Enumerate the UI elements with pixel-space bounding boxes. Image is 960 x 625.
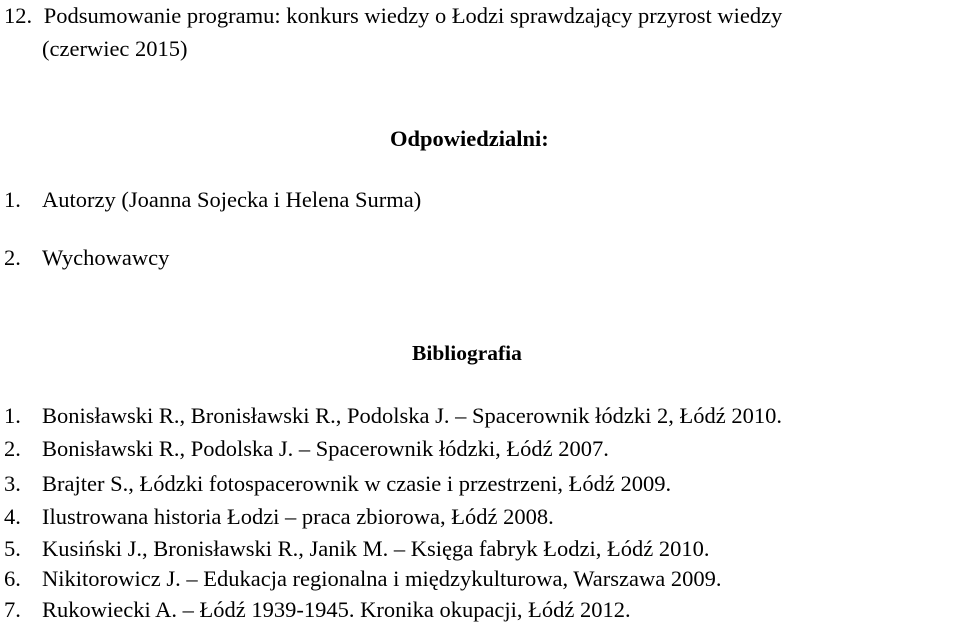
responsible-item bbox=[4, 189, 421, 212]
list-item-text: Bonisławski R., Bronisławski R., Podolska J. – Spacerownik łódzki 2, Łódź 2010. bbox=[42, 403, 782, 428]
bibliography-heading: Bibliografia bbox=[412, 341, 522, 365]
bibliography-item bbox=[4, 538, 709, 561]
list-item-text: Rukowiecki A. – Łódź 1939-1945. Kronika okupacji, Łódź 2012. bbox=[42, 597, 631, 622]
responsible-item bbox=[4, 247, 169, 270]
list-number: 7. bbox=[4, 597, 21, 622]
bibliography-item bbox=[4, 438, 609, 461]
list-item-text: Autorzy (Joanna Sojecka i Helena Surma) bbox=[42, 187, 422, 212]
list-item-text: Kusiński J., Bronisławski R., Janik M. – Księga fabryk Łodzi, Łódź 2010. bbox=[42, 536, 710, 561]
section-number: 12. bbox=[4, 3, 33, 28]
list-number: 2. bbox=[4, 245, 21, 270]
section-title-text: Podsumowanie programu: konkurs wiedzy o Łodzi sprawdzający przyrost wiedzy bbox=[43, 3, 783, 28]
list-number: 1. bbox=[4, 187, 21, 212]
list-item-text: Brajter S., Łódzki fotospacerownik w czasie i przestrzeni, Łódź 2009. bbox=[42, 471, 672, 496]
list-number: 6. bbox=[4, 566, 21, 591]
bibliography-item bbox=[4, 506, 554, 529]
bibliography-item bbox=[4, 473, 671, 496]
bibliography-item bbox=[4, 405, 782, 428]
section-title-line1 bbox=[4, 5, 782, 28]
responsible-heading: Odpowiedzialni: bbox=[390, 126, 549, 151]
list-number: 5. bbox=[4, 536, 21, 561]
list-item-text: Bonisławski R., Podolska J. – Spacerownik łódzki, Łódź 2007. bbox=[42, 436, 609, 461]
bibliography-item bbox=[4, 599, 631, 622]
list-number: 4. bbox=[4, 504, 21, 529]
list-number: 2. bbox=[4, 436, 21, 461]
section-title-line2: (czerwiec 2015) bbox=[42, 36, 188, 61]
bibliography-item bbox=[4, 568, 721, 591]
list-item-text: Nikitorowicz J. – Edukacja regionalna i międzykulturowa, Warszawa 2009. bbox=[42, 566, 722, 591]
list-item-text: Wychowawcy bbox=[42, 245, 170, 270]
list-number: 1. bbox=[4, 403, 21, 428]
list-item-text: Ilustrowana historia Łodzi – praca zbiorowa, Łódź 2008. bbox=[42, 504, 554, 529]
list-number: 3. bbox=[4, 471, 21, 496]
